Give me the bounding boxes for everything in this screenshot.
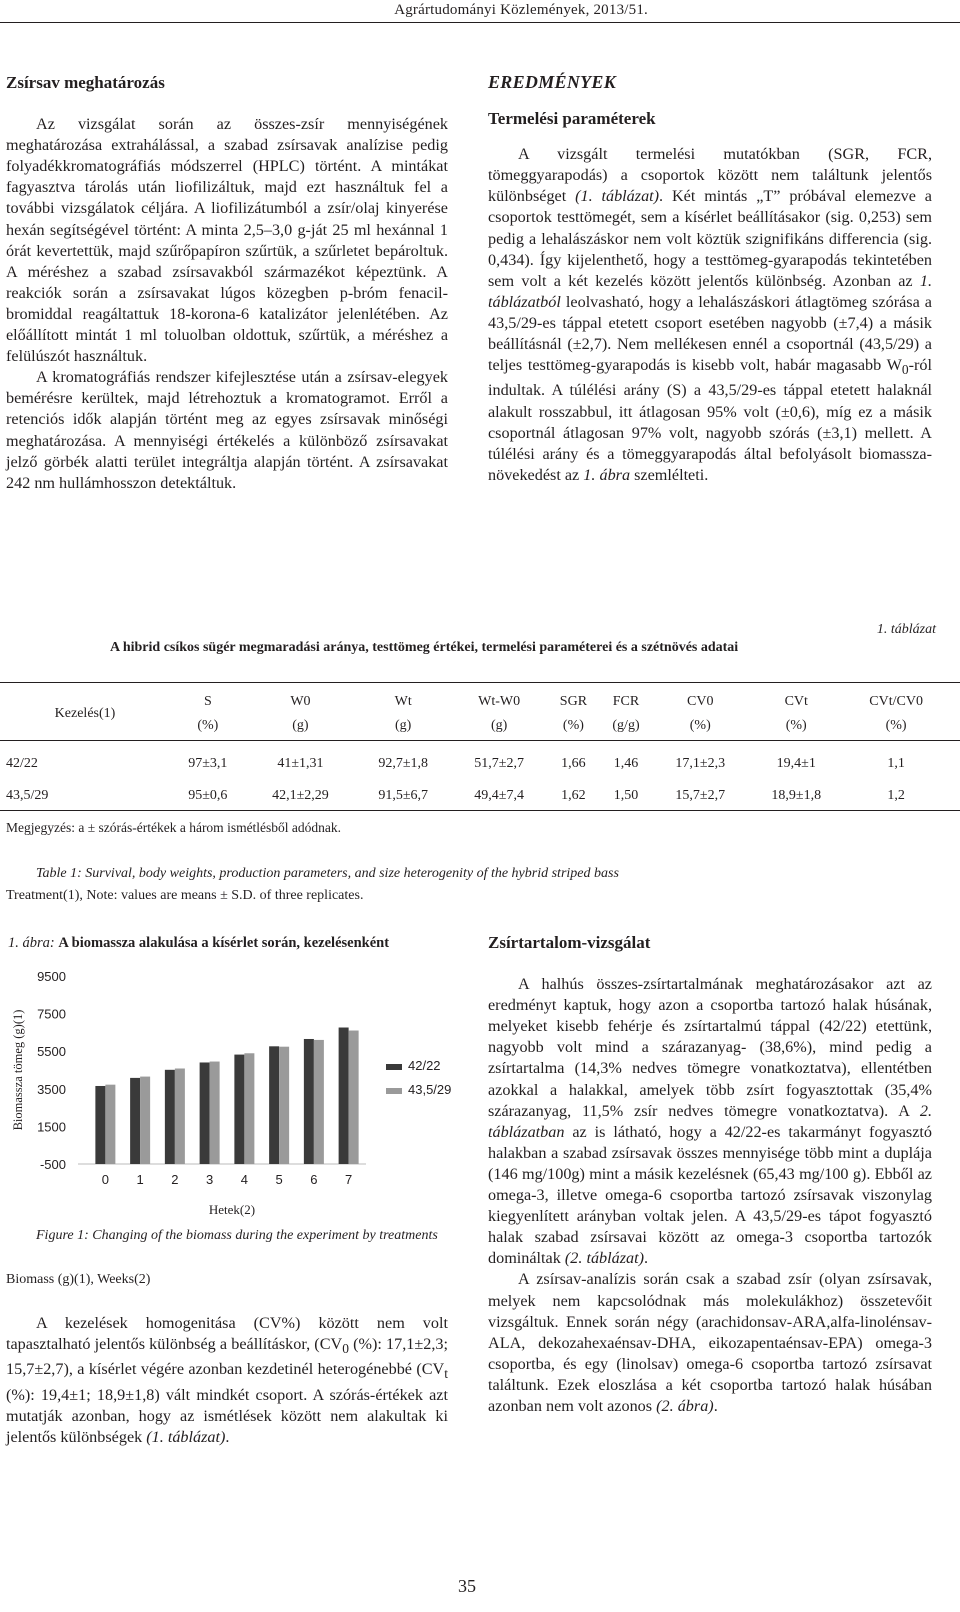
bar-43-5-29 [105,1085,115,1164]
table-header-row [0,690,948,714]
bar-42-22 [130,1078,140,1164]
bar-42-22 [269,1046,279,1164]
table-reference: 1. táblázatból [488,271,932,311]
legend-label: 43,5/29 [408,1082,452,1097]
table-cell: 51,7±2,7 [474,756,524,771]
x-tick-label: 1 [136,1172,144,1187]
paragraph: A kezelések homogenitása (CV%) között nem volt tapasztalható jelentős különbség a beállításkor, ($CV_0$ (%): 17,1±2,3; 15,7±2,7), a kísérlet végére azonban kezdetinél heterogénebbé ($CV_t$ (%): 19,4±1; 18,9±1,8) vált mindkét csoport. A szórás-értékek azt mutatják azonban, hogy az ismétlések között nem alakultak ki jelentős különbségek (1. táblázat). [6,1314,448,1446]
legend-swatch [386,1064,402,1070]
column-unit: (g/g) [612,718,640,733]
column-unit: (g) [490,718,508,733]
running-header: Agrártudományi Közlemények, 2013/51. [394,2,648,18]
biomass-chart [8,958,470,1218]
y-tick-label: 5500 [37,1044,66,1060]
bar-43-5-29 [244,1053,254,1164]
table-cell: 1,62 [561,788,586,803]
y-tick-label: -500 [39,1157,66,1172]
figure-title: 1. ábra: A biomassza alakulása a kísérlet során, kezelésenként [8,935,390,951]
y-tick-label: 9500 [37,969,66,984]
paragraph: A vizsgált termelési mutatókban (SGR, FCR, tömeggyarapodás) a csoportok között nem találtunk jelentős különbséget (1. táblázat). Két mintás „T” próbával elemezve a csoportok testtömegét, sem a kísérlet beállításakor (sig. 0,253) sem pedig a lehalászáskor nem volt köztük szignifikáns differencia (sig. 0,434). Így kijelenthető, hogy a testtömeg-gyarapodás tekintetében sem volt a két kezelés között jelentős különbség. Azonban az 1. táblázatból leolvasható, hogy a lehalászáskori átlagtömeg szórása a 43,5/29-es táppal etetett csoport esetében nagyobb (±7,4) a másik beállításnál (±2,7). Nem mellékesen ennél a csoportnál (43,5/29) a teljes testtömeg-gyarapodás is kisebb volt, habár magasabb $W_0$-ról indultak. A túlélési arány (S) a 43,5/29-es táppal etetett halaknál alakult rosszabbul, itt átlagosan 95% volt (±0,6), míg ez a másik csoportnál átlagosan 97% volt, nagyobb szórás (±3,1) mellett. A túlélési arány és a tömeggyarapodás által befolyásolt biomassza-növekedést az 1. ábra szemlélteti. [488,145,932,484]
section-heading-zsirsav: Zsírsav meghatározás [6,73,165,92]
bar-42-22 [200,1062,210,1164]
table-cell: 92,7±1,8 [378,756,429,771]
paragraph: Az vizsgálat során az összes-zsír mennyiségének meghatározása extrahálással, a szabad zsírsavak analízise pedig folyadékkromatográfiás módszerrel (HPLC) történt. A mintákat fagyasztva tárolás után liofilizáltuk, majd ezt használtuk fel a további vizsgálatok céljára. A liofilizátumból a zsír/olaj kinyerése hexán segítségével történt: A minta 2,5–3,0 g-ját 25 ml hexánnal 1 órát kevertettük, majd szűrőpapíron szűrtük, a szűrletet bepároltuk. A méréshez a szabad zsírsavakból származékot képeztünk. A reakciók során a zsírsavakat lúgos közegben p-bróm fenacil-bromiddal reagáltattuk 18-korona-6 katalizátor jelenlétében. Az előállított mintát 1 ml toluolban oldottuk, szűrtük, a méréshez a felülúszót használtuk. [6,115,448,366]
bar-43-5-29 [279,1047,289,1164]
row-header-label: Kezelés(1) [54,706,116,721]
x-tick-label: 7 [345,1172,353,1187]
table-reference: (2. táblázat) [564,1249,645,1268]
figure-reference: 1. ábra [583,465,631,484]
column-unit: (%) [197,718,219,733]
table-rule-top [0,682,960,683]
table-cell: 42,1±2,29 [272,788,329,803]
header-rule [0,22,960,23]
table-cell: 1,66 [561,756,586,771]
table-reference: (1. táblázat) [146,1427,226,1446]
bar-43-5-29 [349,1031,359,1164]
column-unit: (%) [562,718,584,733]
row-label: 42/22 [6,756,38,771]
bottom-left-column [6,1313,448,1448]
table-title: A hibrid csíkos sügér megmaradási aránya, testtömeg értékei, termelési paraméterei és a szétnövés adatai [110,640,739,655]
subheading-termelesi: Termelési paraméterek [488,109,656,129]
column-header: W0 [290,694,311,709]
left-column [6,72,448,494]
x-tick-label: 3 [206,1172,214,1187]
table-cell: 15,7±2,7 [675,788,726,803]
table-cell: 97±3,1 [188,756,228,771]
section-heading-zsirtartalom: Zsírtartalom-vizsgálat [488,933,651,952]
x-tick-label: 4 [240,1172,248,1187]
figure-caption-note: Biomass (g)(1), Weeks(2) [6,1272,151,1287]
table-cell: 49,4±7,4 [474,788,524,803]
table-cell: 95±0,6 [188,788,228,803]
column-header: FCR [612,694,640,709]
table-caption-en: Table 1: Survival, body weights, production parameters, and size heterogenity of the hybrid striped bass [36,866,619,881]
column-header: CV0 [687,694,714,709]
column-unit: (g) [292,718,309,733]
paragraph: A zsírsav-analízis során csak a szabad zsír (olyan zsírsavak, melyek nem kapcsolódnak más molekulákhoz) összetevőit vizsgáltuk. Ennek során négy (arachidonsav-ARA,alfa-linolénsav-ALA, dekozahexaénsav-DHA, eikozapentaénsav-EPA) omega-3 csoportba, és egy (linolsav) omega-6 csoportba tartozó zsírsavat találtunk. Ezek eloszlása a két csoportba tartozó halak húsában azonban nem volt azonos (2. ábra). [488,1270,932,1415]
column-header: SGR [559,694,588,709]
column-unit: (%) [689,718,711,733]
x-tick-label: 5 [275,1172,283,1187]
x-tick-label: 6 [310,1172,318,1187]
spacer-row [0,738,948,748]
right-column [488,72,932,486]
results-table [0,690,948,812]
column-header: Wt-W0 [478,694,521,709]
x-tick-label: 0 [101,1172,109,1187]
table-cell: 19,4±1 [776,756,816,771]
table-row [0,780,948,812]
table-note-en: Treatment(1), Note: values are means ± S.D. of three replicates. [6,888,364,903]
legend-label: 42/22 [408,1058,441,1073]
bar-43-5-29 [140,1077,150,1164]
column-header: S [203,694,212,709]
column-unit: (%) [885,718,907,733]
y-tick-label: 3500 [37,1081,66,1097]
table-cell: 1,2 [887,788,905,803]
table-cell: 17,1±2,3 [675,756,726,771]
row-label: 43,5/29 [6,788,49,803]
column-unit: (%) [785,718,807,733]
table-reference: (1. táblázat) [575,187,660,206]
table-number: 1. táblázat [876,622,936,637]
y-axis-label: Biomassza tömeg (g)(1) [11,1009,25,1131]
x-tick-label: 2 [171,1172,179,1187]
table-reference: 2. táblázatban [488,1101,932,1141]
bar-43-5-29 [314,1040,324,1164]
column-header: CVt/CV0 [869,694,923,709]
paragraph: A kromatográfiás rendszer kifejlesztése után a zsírsav-elegyek bemérésre kerültek, majd létrehoztuk a kromatogramot. Erről a retenciós idők alapján történt meg az egyes zsírsavak minőségi meghatározása. A mennyiségi értékelés a különböző zsírsavakat jelző görbék alatti terület integráltja alapján történt. A zsírsavakat 242 nm hullámhosszon detektáltuk. [6,368,448,492]
column-header: Wt [394,694,412,709]
x-axis-label: Hetek(2) [208,1202,256,1217]
bar-42-22 [95,1086,105,1164]
section-heading-eredmenyek: EREDMÉNYEK [488,72,617,92]
y-tick-label: 7500 [37,1006,66,1022]
paragraph: A halhús összes-zsírtartalmának meghatározásakor azt az eredményt kaptuk, hogy azon a csoportba tartozó halak húsának, melyeket kisebb fehérje és zsírtartalmú táppal (42/22) etettünk, nagyobb volt mind a szárazanyag- (38,6%), mind pedig a zsírtartalma (14,3% nedves tömegre vonatkoztatva), ellentétben azokkal a halakkal, amelyek több zsírt fogyasztottak (35,4% szárazanyag, 11,5% zsír nedves tömegre vonatkoztatva). A 2. táblázatban az is látható, hogy a 42/22-es takarmányt fogyasztó halakban a szabad zsírsavak összes mennyisége több mint a duplája (146 mg/100g) mint a másik kezelésnek (65,43 mg/100 g). Ebből az omega-3, illetve omega-6 csoportba tartozó zsírsavak viszonylag kiegyenlített arányban voltak jelen. A 43,5/29-es tápot fogyasztó halak szabad zsírsavai között az omega-3 csoportba tartozók domináltak (2. táblázat). [488,975,932,1268]
column-header: CVt [784,694,808,709]
bar-42-22 [304,1039,314,1164]
y-tick-label: 1500 [37,1119,66,1135]
table-cell: 18,9±1,8 [771,788,822,803]
bar-43-5-29 [175,1068,185,1164]
page-number: 35 [458,1576,476,1596]
table-note: Megjegyzés: a ± szórás-értékek a három ismétlésből adódnak. [6,820,342,835]
bar-42-22 [339,1028,349,1164]
bottom-right-column [488,932,932,1417]
table-cell: 1,46 [613,756,639,771]
table-cell: 91,5±6,7 [378,788,429,803]
bar-42-22 [234,1055,244,1164]
figure-reference: (2. ábra) [656,1396,714,1415]
bar-42-22 [165,1070,175,1164]
table-cell: 1,50 [613,788,639,803]
column-unit: (g) [395,718,412,733]
bar-43-5-29 [210,1062,220,1164]
table-cell: 1,1 [887,756,905,771]
table-row [0,748,948,780]
legend-swatch [386,1088,402,1094]
figure-caption-en: Figure 1: Changing of the biomass during the experiment by treatments [36,1228,438,1243]
table-cell: 41±1,31 [277,756,324,771]
